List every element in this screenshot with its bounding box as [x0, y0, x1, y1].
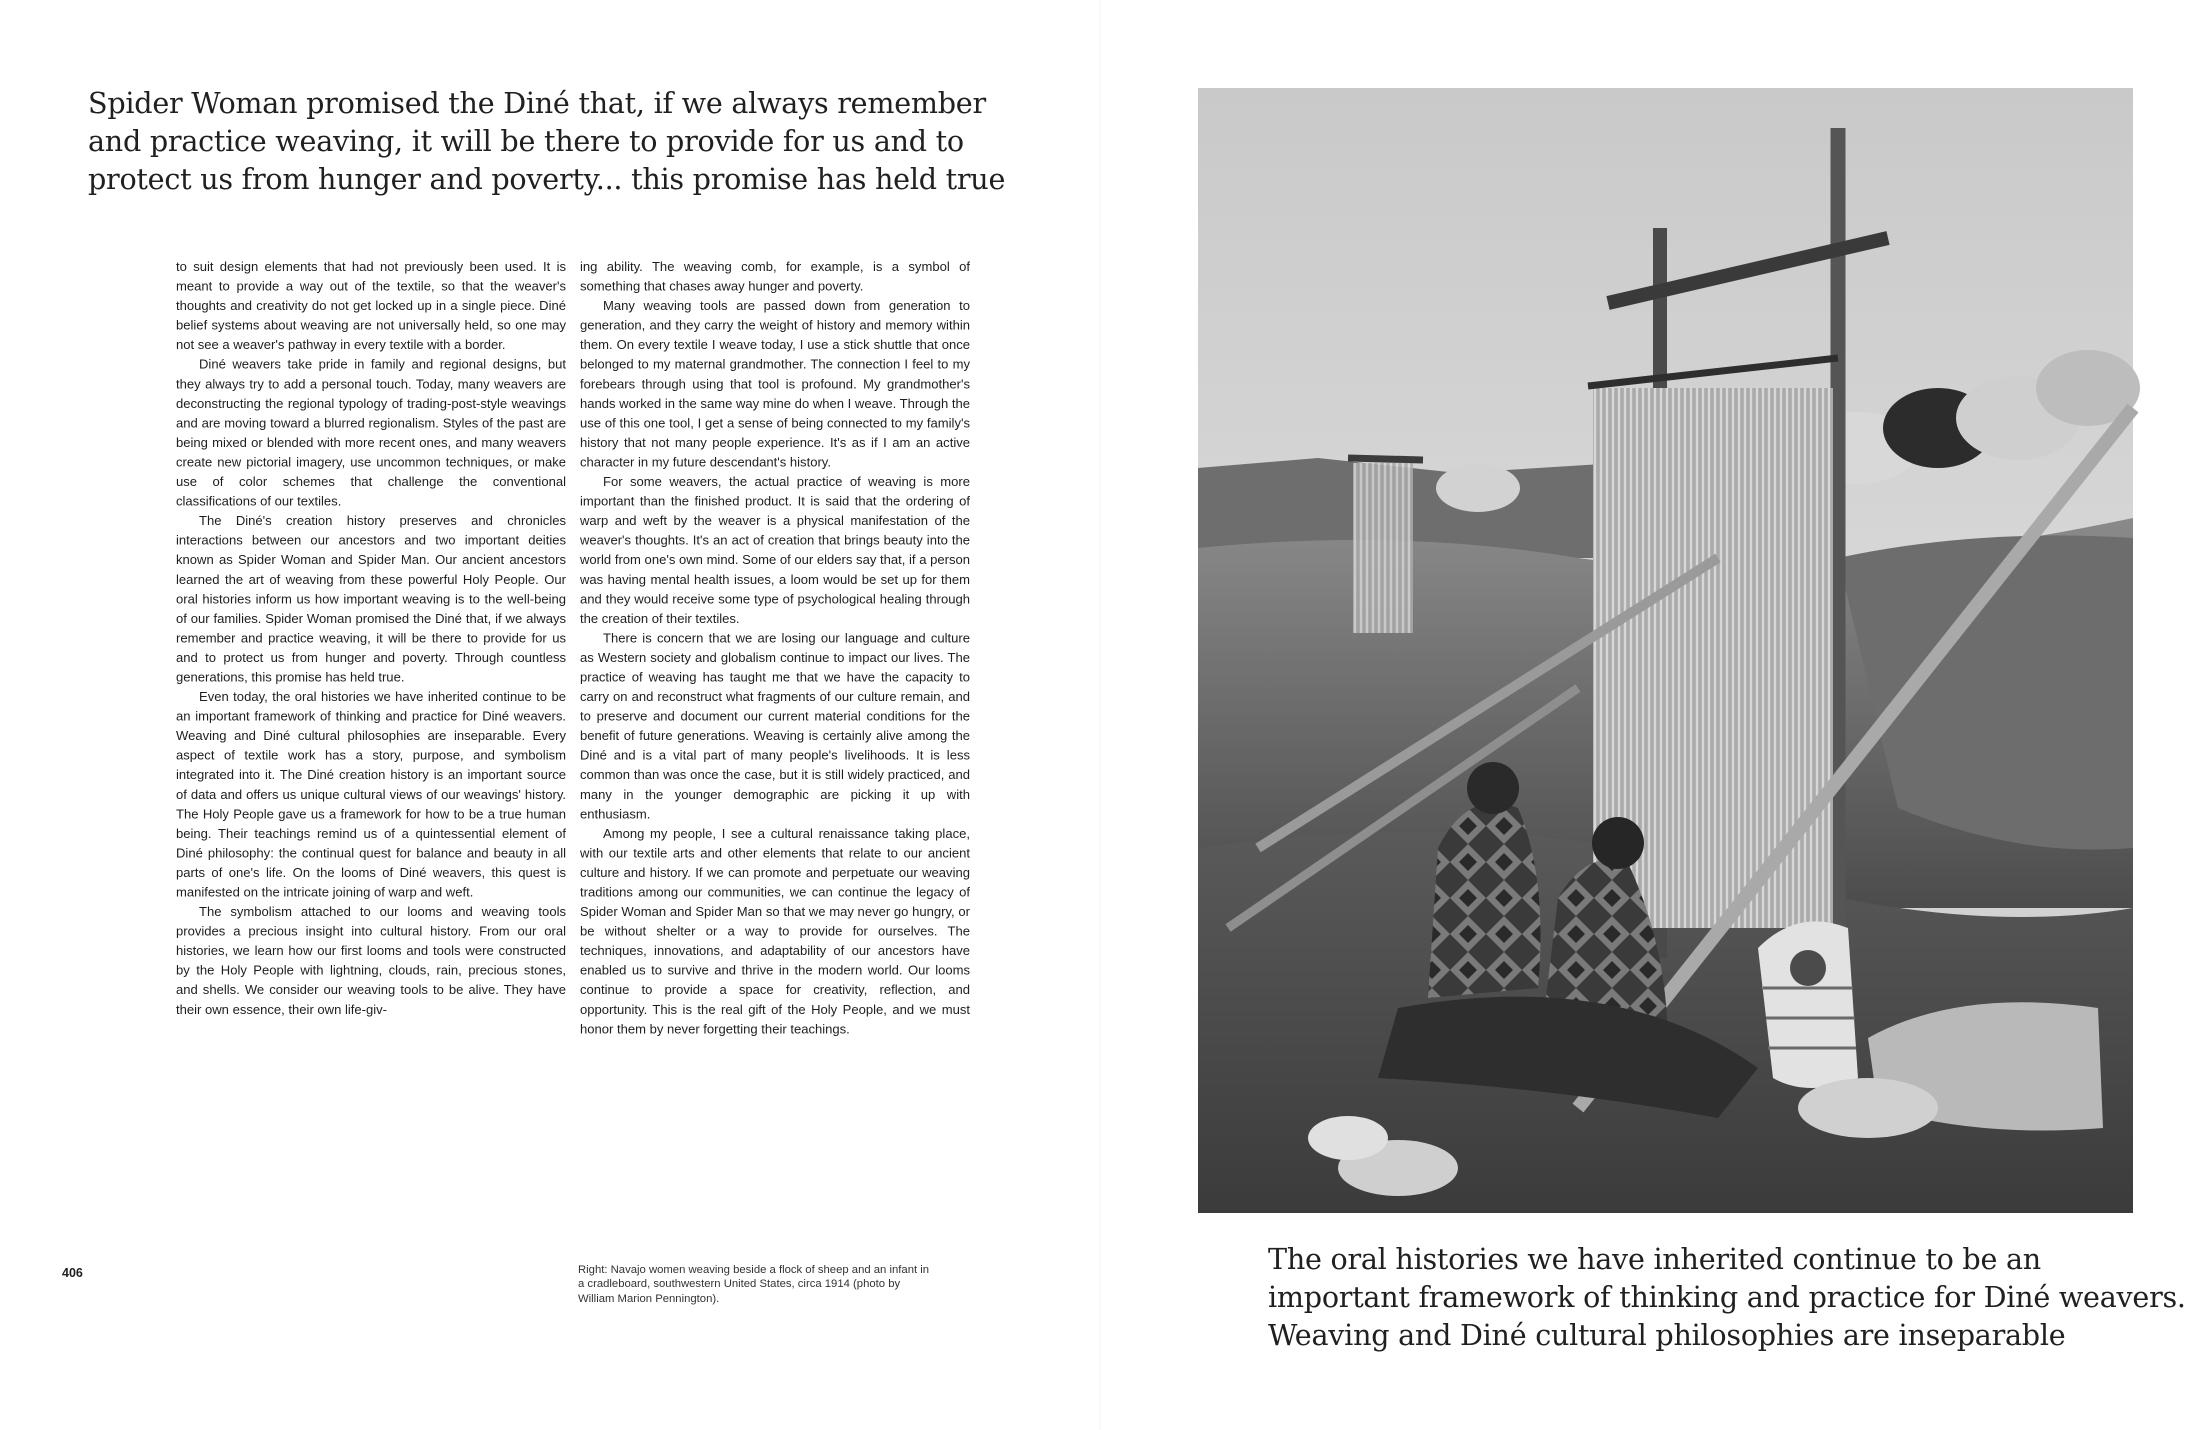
historical-photo: [1198, 88, 2133, 1213]
body-paragraph: Many weaving tools are passed down from generation to generation, and they carry the weight of history and memory within them. On every textile I weave today, I use a stick shuttle that once belonged to my maternal grandmother. The connection I feel to my forebears through using that tool is profound. My grandmother's hands worked in the same way mine do when I weave. Through the use of this one tool, I get a sense of being connected to my family's history that not many people experience. It's as if I am an active character in my future descendant's history.: [580, 298, 970, 470]
photo-caption: Right: Navajo women weaving beside a flock of sheep and an infant in a cradleboard, southwestern United States, circa 1914 (photo by William Marion Pennington).: [578, 1264, 930, 1305]
body-paragraph: Even today, the oral histories we have inherited continue to be an important framework of thinking and practice for Diné weavers. Weaving and Diné cultural philosophies are inseparable. Every aspect of textile work has a story, purpose, and symbolism integrated into it. The Diné creation history is an important source of data and offers us unique cultural views of our weavings' history. The Holy People gave us a framework for how to be a true human being. Their teachings remind us of a quintessential element of Diné philosophy: the continual quest for balance and beauty in all parts of one's life. On the looms of Diné weavers, this quest is manifested on the intricate joining of warp and weft.: [176, 689, 566, 900]
pull-quote-line: important framework of thinking and practice for Diné weavers.: [1268, 1280, 2186, 1314]
page-number: 406: [62, 1266, 83, 1280]
pull-quote-line: and practice weaving, it will be there to provide for us and to: [88, 124, 964, 158]
body-paragraph: There is concern that we are losing our language and culture as Western society and globalism continue to impact our lives. The practice of weaving has taught me that we have the capacity to carry on and reconstruct what fragments of our culture remain, and to preserve and document our current material conditions for the benefit of future generations. Weaving is certainly alive among the Diné and is a vital part of many people's livelihoods. It is less common than was once the case, but it is still widely practiced, and many in the younger demographic are picking it up with enthusiasm.: [580, 630, 970, 822]
body-paragraph: ing ability. The weaving comb, for example, is a symbol of something that chases away hunger and poverty.: [580, 259, 970, 294]
body-column-left: [176, 257, 566, 1017]
pull-quote-line: The oral histories we have inherited continue to be an: [1268, 1242, 2041, 1276]
body-column-right: [580, 257, 970, 1037]
boulder: [1798, 1078, 1938, 1138]
pull-quote-line: protect us from hunger and poverty... this promise has held true: [88, 162, 1006, 196]
pull-quote-bottom: [1268, 1240, 2186, 1354]
body-paragraph: Diné weavers take pride in family and regional designs, but they always try to add a personal touch. Today, many weavers are deconstructing the regional typology of trading-post-style weavings and are moving toward a blurred regionalism. Styles of the past are being mixed or blended with more recent ones, and many weavers create new pictorial imagery, use uncommon techniques, or make use of color schemes that challenge the conventional classifications of our textiles.: [176, 356, 566, 509]
photo-illustration: [1198, 88, 2133, 1213]
pull-quote-line: Spider Woman promised the Diné that, if we always remember: [88, 86, 986, 120]
body-paragraph: For some weavers, the actual practice of weaving is more important than the finished product. It is said that the ordering of warp and weft by the weaver is a physical manifestation of the weaver's thoughts. It's an act of creation that brings beauty into the world from one's own mind. Some of our elders say that, if a person was having mental health issues, a loom would be set up for them and they would receive some type of psychological healing through the creation of their textiles.: [580, 474, 970, 626]
body-paragraph: The symbolism attached to our looms and weaving tools provides a precious insight into cultural history. From our oral histories, we learn how our first looms and tools were constructed by the Holy People with lightning, clouds, rain, precious stones, and shells. We consider our weaving tools to be alive. They have their own essence, their own life-giv-: [176, 904, 566, 1017]
pull-quote-top: [88, 84, 1006, 198]
small-loom: [1353, 463, 1413, 633]
body-paragraph: The Diné's creation history preserves and chronicles interactions between our ancestors and two important deities known as Spider Woman and Spider Man. Our ancient ancestors learned the art of weaving from these powerful Holy People. Our oral histories inform us how important weaving is to the well-being of our families. Spider Woman promised the Diné that, if we always remember and practice weaving, it will be there to provide for us and to protect us from hunger and poverty. Through countless generations, this promise has held true.: [176, 513, 566, 685]
page-gutter: [1099, 0, 1101, 1430]
pull-quote-line: Weaving and Diné cultural philosophies are inseparable: [1268, 1318, 2066, 1352]
cradleboard: [1758, 921, 1858, 1088]
body-paragraph: to suit design elements that had not previously been used. It is meant to provide a way out of the textile, so that the weaver's thoughts and creativity do not get locked up in a single piece. Diné belief systems about weaving are not universally held, so one may not see a weaver's pathway in every textile with a border.: [176, 259, 566, 353]
body-paragraph: Among my people, I see a cultural renaissance taking place, with our textile arts and other elements that relate to our ancient culture and history. If we can promote and perpetuate our weaving traditions among our communities, we can continue the legacy of Spider Woman and Spider Man so that we may never go hungry, or be without shelter or a way to provide for ourselves. The techniques, innovations, and adaptability of our ancestors have enabled us to survive and thrive in the modern world. Our looms continue to provide a space for creativity, reflection, and opportunity. This is the real gift of the Holy People, and we must honor them by never forgetting their teachings.: [580, 825, 970, 1037]
